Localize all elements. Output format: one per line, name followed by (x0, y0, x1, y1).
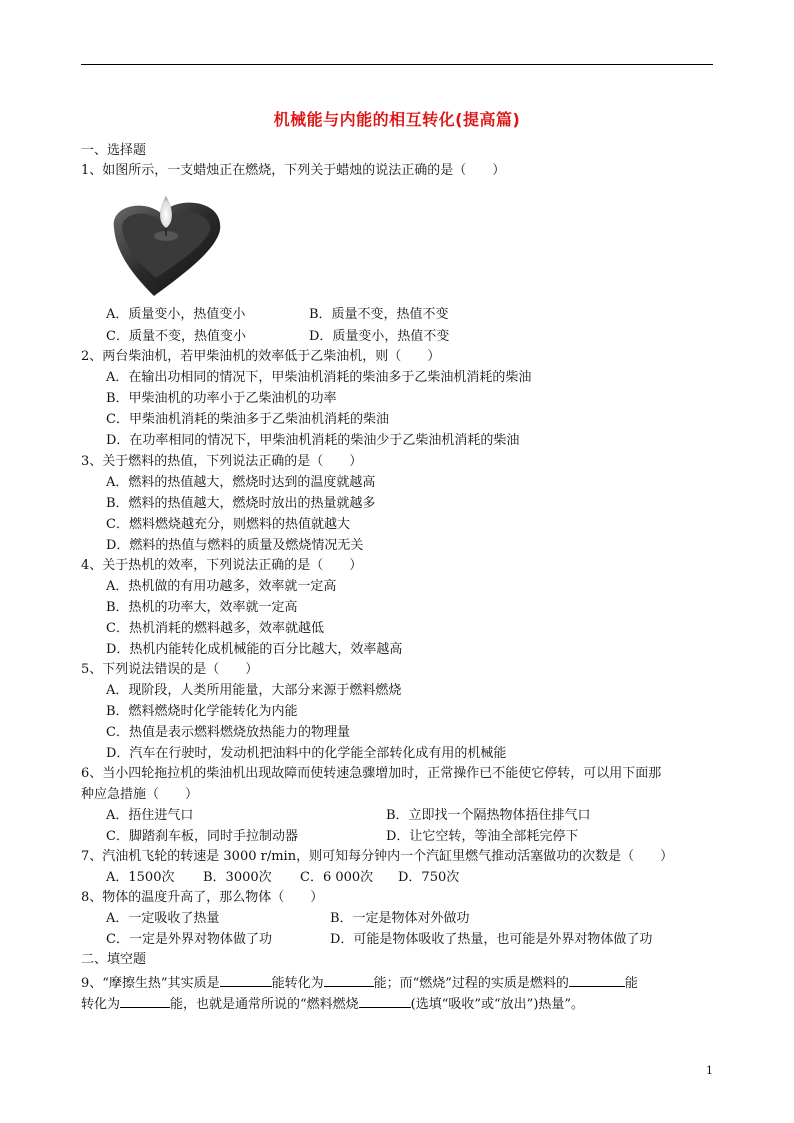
q9-blank-4[interactable] (120, 993, 170, 1008)
q9-text-2: 能转化为 (271, 976, 324, 991)
question-3-option-b: B．燃料的热值越大，燃烧时放出的热量就越多 (106, 496, 376, 511)
question-1-option-d: D．质量变小，热值不变 (309, 329, 450, 344)
q9-blank-1[interactable] (220, 972, 272, 987)
question-8-option-d: D．可能是物体吸收了热量，也可能是外界对物体做了功 (330, 932, 653, 947)
question-7-option-d: D．750次 (398, 870, 460, 885)
question-9-line1 (81, 972, 638, 993)
question-8-stem: 8、物体的温度升高了，那么物体（ ） (81, 890, 324, 905)
candle-image (104, 188, 228, 300)
question-4-stem: 4、关于热机的效率，下列说法正确的是（ ） (81, 558, 363, 573)
question-8-option-c: C．一定是外界对物体做了功 (106, 932, 272, 947)
question-2-stem: 2、两台柴油机，若甲柴油机的效率低于乙柴油机，则（ ） (81, 349, 441, 364)
question-2-option-d: D．在功率相同的情况下，甲柴油机消耗的柴油少于乙柴油机消耗的柴油 (106, 433, 520, 448)
page-title: 机械能与内能的相互转化(提高篇) (273, 110, 521, 129)
question-4-option-a: A．热机做的有用功越多，效率就一定高 (106, 579, 337, 594)
question-6-option-d: D．让它空转，等油全部耗完停下 (386, 829, 579, 844)
question-4-option-d: D．热机内能转化成机械能的百分比越大，效率越高 (106, 642, 403, 657)
question-1-option-a: A．质量变小，热值变小 (106, 307, 246, 322)
question-1-option-b: B．质量不变，热值不变 (309, 307, 449, 322)
question-5-stem: 5、下列说法错误的是（ ） (81, 662, 259, 677)
question-5-option-a: A．现阶段，人类所用能量，大部分来源于燃料燃烧 (106, 683, 402, 698)
q9-text-1: 9、“摩擦生热”其实质是 (81, 976, 220, 991)
question-7-option-c: C．6 000次 (300, 870, 374, 885)
question-8-option-a: A．一定吸收了热量 (106, 911, 220, 926)
question-6-option-a: A．捂住进气口 (106, 808, 194, 823)
q9-blank-3[interactable] (569, 972, 625, 987)
question-6-option-b: B．立即找一个隔热物体捂住排气口 (386, 808, 591, 823)
question-3-option-d: D．燃料的热值与燃料的质量及燃烧情况无关 (106, 538, 364, 553)
question-1-option-c: C．质量不变，热值变小 (106, 329, 246, 344)
question-5-option-b: B．燃料燃烧时化学能转化为内能 (106, 704, 298, 719)
question-9-line2 (81, 993, 584, 1014)
question-6-stem-line1: 6、当小四轮拖拉机的柴油机出现故障而使转速急骤增加时，正常操作已不能使它停转，可以用下面那 (81, 766, 662, 781)
question-3-option-c: C．燃料燃烧越充分，则燃料的热值就越大 (106, 517, 350, 532)
page-number: 1 (706, 1064, 713, 1077)
q9-text-7: (选填“吸收”或“放出”)热量”。 (410, 997, 585, 1012)
question-7-stem: 7、汽油机飞轮的转速是 3000 r/min，则可知每分钟内一个汽缸里燃气推动活塞做功的次数是（ ） (81, 849, 674, 864)
question-2-option-c: C．甲柴油机消耗的柴油多于乙柴油机消耗的柴油 (106, 412, 389, 427)
question-6-option-c: C．脚踏刹车板，同时手拉制动器 (106, 829, 298, 844)
question-7-option-a: A．1500次 (106, 870, 175, 885)
question-4-option-c: C．热机消耗的燃料越多，效率就越低 (106, 621, 324, 636)
question-6-stem-line2: 种应急措施（ ） (81, 787, 199, 802)
question-3-stem: 3、关于燃料的热值，下列说法正确的是（ ） (81, 454, 363, 469)
q9-text-6: 能，也就是通常所说的“燃料燃烧 (170, 997, 359, 1012)
q9-blank-5[interactable] (359, 993, 411, 1008)
question-2-option-a: A．在输出功相同的情况下，甲柴油机消耗的柴油多于乙柴油机消耗的柴油 (106, 370, 532, 385)
question-3-option-a: A．燃料的热值越大，燃烧时达到的温度就越高 (106, 475, 376, 490)
q9-text-4: 能 (624, 976, 638, 991)
question-5-option-d: D．汽车在行驶时，发动机把油料中的化学能全部转化成有用的机械能 (106, 746, 507, 761)
section-heading-fill: 二、填空题 (81, 952, 147, 967)
question-2-option-b: B．甲柴油机的功率小于乙柴油机的功率 (106, 391, 337, 406)
question-7-option-b: B．3000次 (203, 870, 272, 885)
question-8-option-b: B．一定是物体对外做功 (330, 911, 470, 926)
header-rule (81, 64, 713, 65)
q9-text-3: 能；而“燃烧”过程的实质是燃料的 (373, 976, 569, 991)
question-5-option-c: C．热值是表示燃料燃烧放热能力的物理量 (106, 725, 350, 740)
question-1-stem: 1、如图所示，一支蜡烛正在燃烧，下列关于蜡烛的说法正确的是（ ） (81, 163, 506, 178)
q9-text-5: 转化为 (81, 997, 121, 1012)
q9-blank-2[interactable] (324, 972, 374, 987)
question-4-option-b: B．热机的功率大，效率就一定高 (106, 600, 298, 615)
section-heading-choice: 一、选择题 (81, 143, 147, 158)
